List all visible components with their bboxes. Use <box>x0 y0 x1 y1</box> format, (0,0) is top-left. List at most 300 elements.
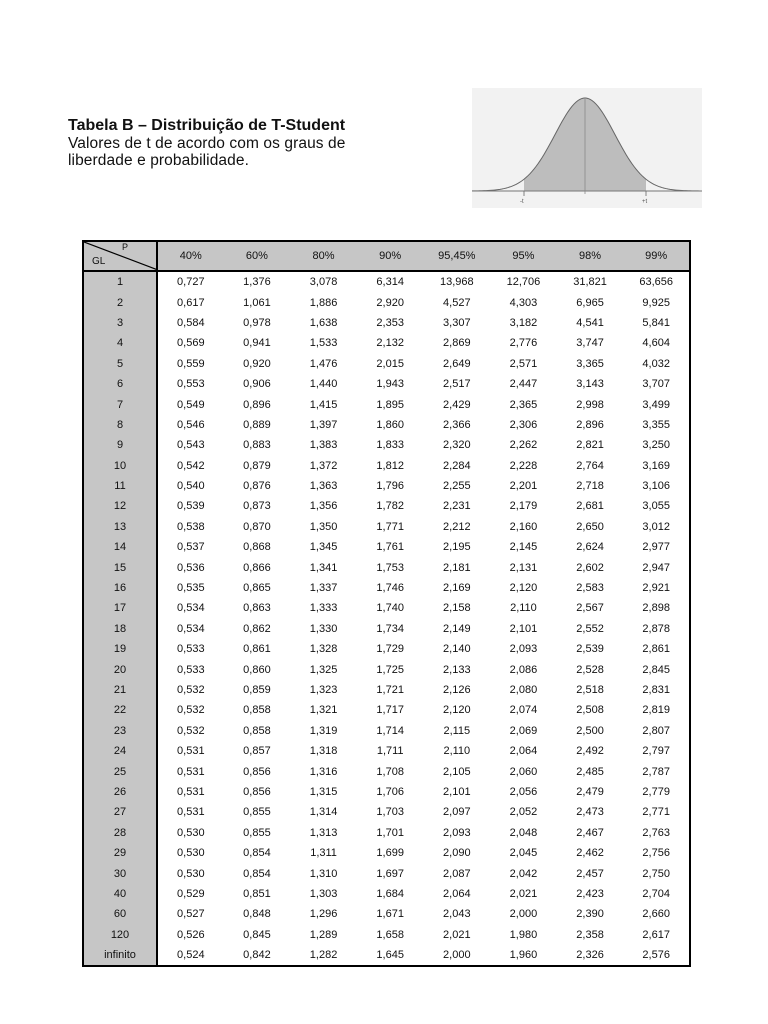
table-row <box>83 394 690 414</box>
value-cell: 1,476 <box>309 357 338 370</box>
value-cell: 2,528 <box>576 663 604 676</box>
value-cell: 2,831 <box>642 684 670 696</box>
value-cell: 2,485 <box>576 765 604 778</box>
value-cell: 2,776 <box>509 337 538 350</box>
value-cell: 0,543 <box>177 439 205 452</box>
value-cell: 0,906 <box>243 378 271 391</box>
value-cell: 0,873 <box>243 500 271 513</box>
value-cell: 0,531 <box>177 785 205 798</box>
table-row <box>83 292 690 312</box>
value-cell: 2,069 <box>509 724 538 737</box>
value-cell: 2,756 <box>642 847 670 860</box>
value-cell: 0,842 <box>243 949 271 962</box>
value-cell: 3,078 <box>309 276 338 289</box>
value-cell: 2,771 <box>642 806 670 819</box>
value-cell: 2,060 <box>509 765 538 778</box>
table-row <box>83 517 690 537</box>
value-cell: 0,866 <box>243 561 271 574</box>
value-cell: 2,086 <box>509 663 538 676</box>
value-cell: 2,821 <box>576 439 604 452</box>
value-cell: 2,977 <box>642 541 670 554</box>
value-cell: 1,645 <box>376 949 404 962</box>
gl-cell: 22 <box>83 700 157 720</box>
value-cell: 2,042 <box>509 867 538 880</box>
value-cell: 0,569 <box>177 337 205 350</box>
gl-cell: 3 <box>83 313 157 333</box>
value-cell: 2,064 <box>509 745 538 758</box>
value-cell: 2,552 <box>576 622 604 635</box>
value-cell: 2,149 <box>443 622 471 635</box>
value-cell: 2,797 <box>642 745 670 758</box>
value-cell: 2,097 <box>443 806 471 819</box>
column-header: 40% <box>157 241 224 271</box>
value-cell: 0,536 <box>177 561 205 574</box>
value-cell: 0,531 <box>177 806 205 819</box>
value-cell: 3,143 <box>576 378 604 391</box>
table-row <box>83 619 690 639</box>
value-cell: 2,043 <box>443 908 471 921</box>
table-row <box>83 354 690 374</box>
value-cell: 2,015 <box>376 357 404 370</box>
value-cell: 0,533 <box>177 643 205 656</box>
gl-cell: 25 <box>83 761 157 781</box>
value-cell: 0,845 <box>243 928 271 941</box>
value-cell: 2,779 <box>642 785 670 798</box>
value-cell: 1,289 <box>309 928 338 941</box>
table-row <box>83 680 690 700</box>
table-row <box>83 537 690 557</box>
value-cell: 2,228 <box>509 459 538 472</box>
bell-curve-svg <box>472 88 702 208</box>
gl-cell: 24 <box>83 741 157 761</box>
value-cell: 1,316 <box>309 765 338 778</box>
value-cell: 2,617 <box>642 928 670 941</box>
value-cell: 2,920 <box>376 296 404 309</box>
value-cell: 1,383 <box>309 439 338 452</box>
value-cell: 2,718 <box>576 480 604 493</box>
value-cell: 2,764 <box>576 459 604 472</box>
value-cell: 2,140 <box>443 643 471 656</box>
value-cell: 0,855 <box>243 826 271 839</box>
value-cell: 1,282 <box>309 949 338 962</box>
value-cell: 3,106 <box>642 480 670 493</box>
value-cell: 2,947 <box>642 561 670 574</box>
value-cell: 2,000 <box>443 949 471 962</box>
value-cell: 0,858 <box>243 724 271 737</box>
table-row <box>83 435 690 455</box>
value-cell: 0,553 <box>177 378 205 391</box>
value-cell: 3,707 <box>642 378 670 391</box>
value-cell: 13,968 <box>439 276 474 289</box>
corner-label-gl: GL <box>92 256 106 267</box>
right-tick-label: +t <box>642 199 648 205</box>
value-cell: 0,870 <box>243 520 271 533</box>
value-cell: 1,415 <box>309 398 338 411</box>
value-cell: 1,895 <box>376 398 404 411</box>
table-row <box>83 476 690 496</box>
value-cell: 0,529 <box>177 887 205 900</box>
column-header: 95% <box>490 241 557 271</box>
table-row <box>83 823 690 843</box>
gl-cell: 12 <box>83 496 157 516</box>
value-cell: 2,921 <box>642 582 670 595</box>
value-cell: 0,540 <box>177 480 205 493</box>
value-cell: 1,303 <box>309 887 338 900</box>
value-cell: 0,537 <box>177 541 205 554</box>
gl-cell: 17 <box>83 598 157 618</box>
value-cell: 1,314 <box>309 806 338 819</box>
value-cell: 1,699 <box>376 847 404 860</box>
table-row <box>83 843 690 863</box>
value-cell: 0,889 <box>243 418 271 431</box>
value-cell: 1,725 <box>376 663 404 676</box>
value-cell: 2,583 <box>576 582 604 595</box>
value-cell: 3,747 <box>576 337 604 350</box>
value-cell: 1,350 <box>309 520 338 533</box>
value-cell: 0,559 <box>177 357 205 370</box>
gl-cell: 18 <box>83 619 157 639</box>
value-cell: 1,376 <box>243 276 271 289</box>
value-cell: 2,518 <box>576 684 604 696</box>
value-cell: 1,746 <box>376 582 404 595</box>
value-cell: 2,704 <box>642 887 670 900</box>
value-cell: 2,306 <box>509 418 538 431</box>
gl-cell: 26 <box>83 782 157 802</box>
value-cell: 0,539 <box>177 500 205 513</box>
value-cell: 1,318 <box>309 745 338 758</box>
column-header: 90% <box>357 241 424 271</box>
value-cell: 2,133 <box>443 663 471 676</box>
value-cell: 2,087 <box>443 867 471 880</box>
table-row <box>83 884 690 904</box>
value-cell: 3,169 <box>642 459 670 472</box>
value-cell: 2,492 <box>576 745 604 758</box>
value-cell: 2,101 <box>509 622 538 635</box>
value-cell: 2,132 <box>376 337 404 350</box>
value-cell: 1,886 <box>309 296 338 309</box>
gl-cell: 5 <box>83 354 157 374</box>
gl-cell: 20 <box>83 659 157 679</box>
value-cell: 1,296 <box>309 908 338 921</box>
gl-cell: 40 <box>83 884 157 904</box>
value-cell: 2,021 <box>509 887 538 900</box>
value-cell: 1,860 <box>376 418 404 431</box>
column-header: 95,45% <box>424 241 491 271</box>
value-cell: 3,365 <box>576 357 604 370</box>
value-cell: 0,534 <box>177 622 205 635</box>
subtitle-line-1: Valores de t de acordo com os graus de <box>68 135 346 152</box>
value-cell: 2,179 <box>509 500 538 513</box>
value-cell: 2,462 <box>576 847 604 860</box>
value-cell: 6,965 <box>576 296 604 309</box>
value-cell: 2,861 <box>642 643 670 656</box>
value-cell: 2,457 <box>576 867 604 880</box>
value-cell: 0,855 <box>243 806 271 819</box>
value-cell: 2,320 <box>443 439 471 452</box>
value-cell: 2,195 <box>443 541 471 554</box>
value-cell: 3,499 <box>642 398 670 411</box>
value-cell: 12,706 <box>506 276 541 289</box>
table-row <box>83 639 690 659</box>
gl-cell: 14 <box>83 537 157 557</box>
value-cell: 0,532 <box>177 724 205 737</box>
gl-cell: 27 <box>83 802 157 822</box>
value-cell: 2,358 <box>576 928 604 941</box>
value-cell: 0,883 <box>243 439 271 452</box>
value-cell: 2,878 <box>642 622 670 635</box>
value-cell: 9,925 <box>642 296 670 309</box>
table-row <box>83 598 690 618</box>
value-cell: 2,101 <box>443 785 471 798</box>
value-cell: 1,980 <box>509 928 538 941</box>
value-cell: 2,366 <box>443 418 471 431</box>
value-cell: 2,048 <box>509 826 538 839</box>
table-row <box>83 415 690 435</box>
value-cell: 63,656 <box>639 276 674 289</box>
value-cell: 1,372 <box>309 459 338 472</box>
value-cell: 0,856 <box>243 765 271 778</box>
value-cell: 2,284 <box>443 459 471 472</box>
table-header-row <box>83 241 690 271</box>
value-cell: 2,365 <box>509 398 538 411</box>
gl-cell: 8 <box>83 415 157 435</box>
table-row <box>83 456 690 476</box>
value-cell: 2,181 <box>443 561 471 574</box>
value-cell: 0,941 <box>243 337 271 350</box>
value-cell: 1,313 <box>309 826 338 839</box>
value-cell: 2,120 <box>509 582 538 595</box>
value-cell: 0,526 <box>177 928 205 941</box>
table-row <box>83 761 690 781</box>
table-row <box>83 496 690 516</box>
value-cell: 2,576 <box>642 949 670 962</box>
value-cell: 3,182 <box>509 316 538 329</box>
value-cell: 1,708 <box>376 765 404 778</box>
table-row <box>83 782 690 802</box>
value-cell: 2,169 <box>443 582 471 595</box>
table-row <box>83 721 690 741</box>
value-cell: 0,854 <box>243 847 271 860</box>
value-cell: 0,858 <box>243 704 271 717</box>
value-cell: 2,649 <box>443 357 471 370</box>
table-body <box>83 271 690 966</box>
gl-cell: 13 <box>83 517 157 537</box>
value-cell: 0,530 <box>177 826 205 839</box>
value-cell: 0,848 <box>243 908 271 921</box>
value-cell: 5,841 <box>642 316 670 329</box>
value-cell: 2,571 <box>509 357 538 370</box>
value-cell: 2,090 <box>443 847 471 860</box>
value-cell: 1,363 <box>309 480 338 493</box>
value-cell: 1,533 <box>309 337 338 350</box>
gl-cell: 11 <box>83 476 157 496</box>
value-cell: 1,325 <box>309 663 338 676</box>
value-cell: 1,771 <box>376 520 404 533</box>
gl-cell: 9 <box>83 435 157 455</box>
value-cell: 1,341 <box>309 561 338 574</box>
value-cell: 2,131 <box>509 561 538 574</box>
value-cell: 2,080 <box>509 684 538 696</box>
left-tick-label: -t <box>520 199 524 205</box>
column-header: 80% <box>290 241 357 271</box>
value-cell: 0,868 <box>243 541 271 554</box>
value-cell: 2,429 <box>443 398 471 411</box>
value-cell: 2,056 <box>509 785 538 798</box>
value-cell: 0,978 <box>243 316 271 329</box>
table-row <box>83 802 690 822</box>
value-cell: 2,000 <box>509 908 538 921</box>
value-cell: 1,703 <box>376 806 404 819</box>
gl-cell: 10 <box>83 456 157 476</box>
value-cell: 1,960 <box>509 949 538 962</box>
corner-label-p: P <box>121 242 128 252</box>
value-cell: 2,650 <box>576 520 604 533</box>
value-cell: 2,353 <box>376 316 404 329</box>
table-row <box>83 863 690 883</box>
value-cell: 0,876 <box>243 480 271 493</box>
value-cell: 0,532 <box>177 704 205 717</box>
value-cell: 1,721 <box>376 684 404 696</box>
gl-cell: 23 <box>83 721 157 741</box>
value-cell: 2,110 <box>443 745 471 758</box>
value-cell: 2,500 <box>576 724 604 737</box>
value-cell: 0,727 <box>177 276 205 289</box>
value-cell: 4,303 <box>509 296 538 309</box>
value-cell: 2,819 <box>642 704 670 717</box>
value-cell: 1,740 <box>376 602 404 615</box>
value-cell: 0,860 <box>243 663 271 676</box>
table-row <box>83 659 690 679</box>
value-cell: 1,311 <box>310 847 337 860</box>
value-cell: 4,032 <box>642 357 670 370</box>
value-cell: 3,055 <box>642 500 670 513</box>
value-cell: 0,920 <box>243 357 271 370</box>
title-block <box>68 116 408 169</box>
value-cell: 2,093 <box>443 826 471 839</box>
value-cell: 2,567 <box>576 602 604 615</box>
value-cell: 1,440 <box>309 378 338 391</box>
value-cell: 0,531 <box>177 745 205 758</box>
table-row <box>83 374 690 394</box>
gl-cell: 2 <box>83 292 157 312</box>
value-cell: 2,105 <box>443 765 471 778</box>
value-cell: 1,323 <box>309 684 338 696</box>
value-cell: 2,763 <box>642 826 670 839</box>
value-cell: 2,423 <box>576 887 604 900</box>
gl-cell: 28 <box>83 823 157 843</box>
table-row <box>83 313 690 333</box>
value-cell: 1,711 <box>376 745 404 758</box>
value-cell: 0,524 <box>177 949 205 962</box>
value-cell: 0,863 <box>243 602 271 615</box>
value-cell: 3,307 <box>443 316 471 329</box>
value-cell: 1,701 <box>376 826 404 839</box>
column-header: 60% <box>224 241 291 271</box>
value-cell: 0,851 <box>243 887 271 900</box>
value-cell: 0,542 <box>177 459 205 472</box>
page-title: Tabela B – Distribuição de T-Student <box>68 117 346 134</box>
t-student-table <box>82 240 691 967</box>
table-row <box>83 904 690 924</box>
table-row <box>83 925 690 945</box>
gl-cell: 15 <box>83 557 157 577</box>
value-cell: 2,473 <box>576 806 604 819</box>
gl-cell: 6 <box>83 374 157 394</box>
value-cell: 1,943 <box>376 378 404 391</box>
value-cell: 0,532 <box>177 684 205 696</box>
value-cell: 2,787 <box>642 765 670 778</box>
gl-cell: 120 <box>83 925 157 945</box>
value-cell: 1,714 <box>376 724 404 737</box>
value-cell: 0,533 <box>177 663 205 676</box>
value-cell: 2,602 <box>576 561 604 574</box>
value-cell: 0,531 <box>177 765 205 778</box>
value-cell: 1,397 <box>309 418 338 431</box>
value-cell: 1,638 <box>309 316 338 329</box>
value-cell: 6,314 <box>376 276 404 289</box>
value-cell: 0,546 <box>177 418 205 431</box>
value-cell: 1,782 <box>376 500 404 513</box>
value-cell: 1,812 <box>376 459 404 472</box>
value-cell: 2,126 <box>443 684 471 696</box>
value-cell: 0,584 <box>177 316 205 329</box>
value-cell: 2,467 <box>576 826 604 839</box>
value-cell: 2,539 <box>576 643 604 656</box>
value-cell: 4,604 <box>642 337 670 350</box>
value-cell: 2,479 <box>576 785 604 798</box>
value-cell: 1,333 <box>309 602 338 615</box>
value-cell: 2,869 <box>443 337 471 350</box>
value-cell: 1,729 <box>376 643 404 656</box>
gl-cell: 60 <box>83 904 157 924</box>
value-cell: 2,660 <box>642 908 670 921</box>
value-cell: 2,896 <box>576 418 604 431</box>
gl-cell: 30 <box>83 863 157 883</box>
value-cell: 0,856 <box>243 785 271 798</box>
value-cell: 2,110 <box>510 602 537 615</box>
value-cell: 0,854 <box>243 867 271 880</box>
gl-cell: 1 <box>83 271 157 292</box>
value-cell: 0,534 <box>177 602 205 615</box>
value-cell: 4,541 <box>576 316 604 329</box>
value-cell: 1,761 <box>376 541 404 554</box>
value-cell: 3,012 <box>642 520 670 533</box>
value-cell: 2,390 <box>576 908 604 921</box>
value-cell: 2,160 <box>509 520 538 533</box>
value-cell: 0,530 <box>177 867 205 880</box>
value-cell: 1,706 <box>376 785 404 798</box>
column-header: 99% <box>623 241 690 271</box>
value-cell: 2,517 <box>443 378 471 391</box>
table-row <box>83 333 690 353</box>
value-cell: 2,998 <box>576 398 604 411</box>
table-row <box>83 271 690 292</box>
value-cell: 1,658 <box>376 928 404 941</box>
header-corner-cell <box>83 241 157 271</box>
table-row <box>83 741 690 761</box>
value-cell: 2,750 <box>642 867 670 880</box>
value-cell: 0,617 <box>177 296 205 309</box>
value-cell: 3,250 <box>642 439 670 452</box>
value-cell: 1,061 <box>243 296 271 309</box>
value-cell: 1,753 <box>376 561 404 574</box>
value-cell: 0,530 <box>177 847 205 860</box>
value-cell: 2,115 <box>443 724 471 737</box>
gl-cell: 19 <box>83 639 157 659</box>
value-cell: 2,201 <box>509 480 538 493</box>
table-row <box>83 700 690 720</box>
value-cell: 1,796 <box>376 480 404 493</box>
